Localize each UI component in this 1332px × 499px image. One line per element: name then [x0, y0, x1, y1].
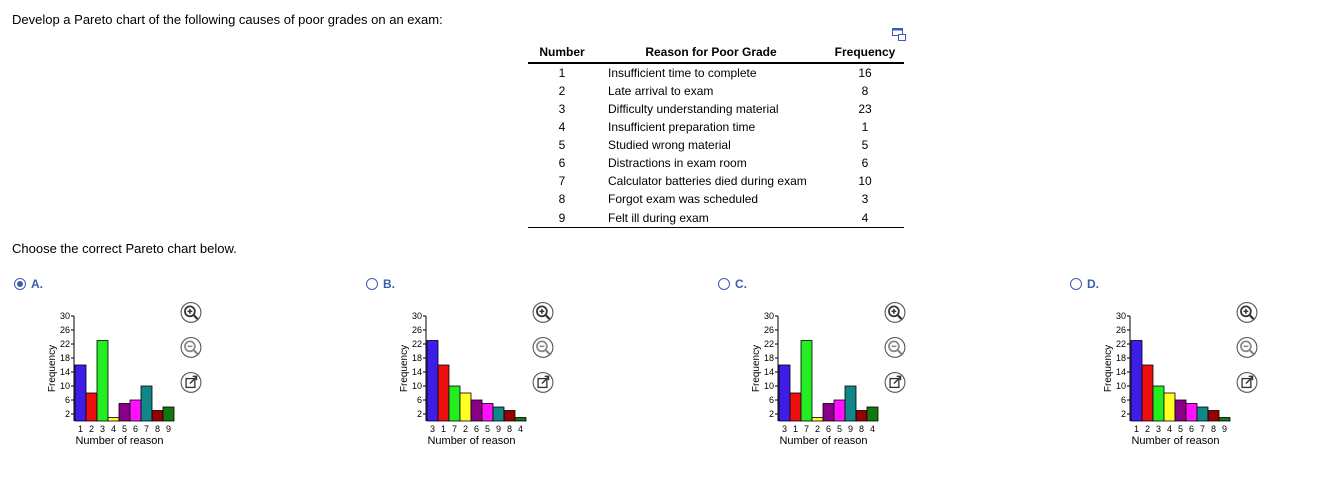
bar-reason-8: [1208, 411, 1219, 422]
x-tick-label: 3: [99, 424, 106, 434]
popout-chart-icon[interactable]: [1236, 372, 1258, 394]
x-tick-label: 5: [1177, 424, 1184, 434]
x-tick-label: 9: [1221, 424, 1228, 434]
x-tick-label: 8: [1210, 424, 1217, 434]
cell-reason: Insufficient time to complete: [608, 66, 757, 80]
x-tick-label: 6: [473, 424, 480, 434]
zoom-in-icon[interactable]: [884, 302, 906, 324]
y-tick-label: 18: [411, 353, 422, 363]
cell-number: 4: [558, 120, 566, 134]
cell-frequency: 5: [861, 138, 869, 152]
x-tick-label: 2: [814, 424, 821, 434]
cell-frequency: 1: [861, 120, 869, 134]
y-tick-label: 6: [1120, 395, 1126, 405]
bar-reason-9: [493, 407, 504, 421]
y-tick-label: 6: [416, 395, 422, 405]
x-tick-label: 8: [506, 424, 513, 434]
option-letter[interactable]: C.: [735, 277, 747, 291]
y-tick-label: 14: [411, 367, 422, 377]
x-tick-label: 6: [1188, 424, 1195, 434]
bar-reason-1: [438, 365, 449, 421]
option-d-radio[interactable]: [1070, 278, 1082, 290]
option-c: [718, 278, 928, 458]
y-tick-label: 6: [768, 395, 774, 405]
y-tick-label: 26: [411, 325, 422, 335]
x-tick-label: 9: [847, 424, 854, 434]
pareto-chart: [380, 308, 532, 458]
cell-number: 3: [558, 102, 566, 116]
x-tick-label: 4: [110, 424, 117, 434]
table-row: [528, 136, 904, 154]
y-axis-label: Frequency: [751, 344, 762, 393]
bar-reason-3: [97, 341, 108, 422]
x-tick-label: 1: [77, 424, 84, 434]
x-tick-label: 5: [121, 424, 128, 434]
x-axis-label: Number of reason: [1131, 435, 1220, 447]
table-row: [528, 172, 904, 190]
bar-reason-6: [130, 400, 141, 421]
option-b: [366, 278, 576, 458]
table-row: [528, 154, 904, 172]
header-frequency: Frequency: [826, 44, 904, 63]
x-tick-label: 5: [484, 424, 491, 434]
option-b-radio[interactable]: [366, 278, 378, 290]
cell-reason: Distractions in exam room: [608, 156, 747, 170]
x-tick-label: 2: [1144, 424, 1151, 434]
x-tick-label: 8: [858, 424, 865, 434]
bar-reason-1: [790, 393, 801, 421]
table-row: [528, 100, 904, 118]
cell-reason: Calculator batteries died during exam: [608, 174, 807, 188]
data-table: [528, 44, 904, 228]
zoom-out-icon[interactable]: [180, 337, 202, 359]
y-tick-label: 6: [64, 395, 70, 405]
option-c-radio[interactable]: [718, 278, 730, 290]
bar-reason-8: [856, 411, 867, 422]
cell-number: 7: [558, 174, 566, 188]
bar-reason-4: [515, 418, 526, 422]
y-tick-label: 2: [64, 409, 70, 419]
popout-chart-icon[interactable]: [532, 372, 554, 394]
pareto-chart: [28, 308, 180, 458]
zoom-out-icon[interactable]: [884, 337, 906, 359]
y-tick-label: 22: [59, 339, 70, 349]
zoom-in-icon[interactable]: [532, 302, 554, 324]
x-tick-label: 8: [154, 424, 161, 434]
option-d: [1070, 278, 1280, 458]
bar-reason-9: [1219, 418, 1230, 422]
y-tick-label: 30: [763, 311, 774, 321]
bar-reason-7: [449, 386, 460, 421]
popout-icon[interactable]: [892, 28, 906, 41]
y-axis-label: Frequency: [399, 344, 410, 393]
y-tick-label: 30: [1115, 311, 1126, 321]
cell-reason: Forgot exam was scheduled: [608, 192, 759, 206]
x-tick-label: 6: [132, 424, 139, 434]
zoom-out-icon[interactable]: [1236, 337, 1258, 359]
pareto-chart: [732, 308, 884, 458]
y-tick-label: 2: [768, 409, 774, 419]
y-tick-label: 26: [763, 325, 774, 335]
popout-chart-icon[interactable]: [884, 372, 906, 394]
cell-frequency: 16: [858, 66, 872, 80]
cell-reason: Difficulty understanding material: [608, 102, 779, 116]
x-tick-label: 2: [88, 424, 95, 434]
header-reason: Reason for Poor Grade: [596, 44, 826, 63]
bar-reason-5: [482, 404, 493, 422]
bar-reason-2: [460, 393, 471, 421]
x-tick-label: 2: [462, 424, 469, 434]
y-axis-label: Frequency: [1103, 344, 1114, 393]
bar-reason-5: [1175, 400, 1186, 421]
bar-reason-6: [1186, 404, 1197, 422]
bar-reason-9: [845, 386, 856, 421]
bar-reason-5: [834, 400, 845, 421]
table-row: [528, 208, 904, 228]
y-tick-label: 26: [1115, 325, 1126, 335]
bar-reason-6: [823, 404, 834, 422]
cell-reason: Late arrival to exam: [608, 84, 714, 98]
bar-reason-4: [1164, 393, 1175, 421]
zoom-in-icon[interactable]: [180, 302, 202, 324]
cell-number: 1: [558, 66, 566, 80]
x-tick-label: 7: [451, 424, 458, 434]
y-tick-label: 14: [59, 367, 70, 377]
x-tick-label: 5: [836, 424, 843, 434]
y-tick-label: 14: [763, 367, 774, 377]
cell-frequency: 3: [861, 192, 869, 206]
option-a: [14, 278, 224, 458]
x-axis-label: Number of reason: [427, 435, 516, 447]
bar-reason-1: [1131, 341, 1142, 422]
cell-number: 6: [558, 156, 566, 170]
cell-frequency: 4: [826, 208, 904, 228]
x-tick-label: 7: [143, 424, 150, 434]
pareto-chart: [1084, 308, 1236, 458]
x-tick-label: 1: [1133, 424, 1140, 434]
table-header-row: [528, 44, 904, 63]
header-number: Number: [528, 44, 596, 63]
y-tick-label: 18: [59, 353, 70, 363]
y-tick-label: 26: [59, 325, 70, 335]
y-axis-label: Frequency: [47, 344, 58, 393]
cell-number: 9: [528, 208, 596, 228]
option-a-radio[interactable]: [14, 278, 26, 290]
prompt-text: Choose the correct Pareto chart below.: [12, 241, 237, 256]
x-axis-label: Number of reason: [75, 435, 164, 447]
x-tick-label: 7: [803, 424, 810, 434]
popout-chart-icon[interactable]: [180, 372, 202, 394]
bar-reason-3: [1153, 386, 1164, 421]
bar-reason-8: [504, 411, 515, 422]
y-tick-label: 18: [763, 353, 774, 363]
x-tick-label: 7: [1199, 424, 1206, 434]
x-tick-label: 3: [781, 424, 788, 434]
bar-reason-3: [779, 365, 790, 421]
cell-frequency: 10: [858, 174, 872, 188]
option-letter[interactable]: D.: [1087, 277, 1099, 291]
bar-reason-3: [427, 341, 438, 422]
table-row: [528, 82, 904, 100]
bar-reason-4: [108, 418, 119, 422]
bar-reason-8: [152, 411, 163, 422]
cell-number: 5: [558, 138, 566, 152]
cell-reason: Insufficient preparation time: [608, 120, 756, 134]
x-tick-label: 4: [1166, 424, 1173, 434]
option-letter[interactable]: A.: [31, 277, 43, 291]
y-tick-label: 30: [411, 311, 422, 321]
x-tick-label: 9: [165, 424, 172, 434]
x-tick-label: 9: [495, 424, 502, 434]
cell-reason: Felt ill during exam: [596, 208, 826, 228]
y-tick-label: 22: [1115, 339, 1126, 349]
y-tick-label: 2: [1120, 409, 1126, 419]
bar-reason-7: [1197, 407, 1208, 421]
bar-reason-2: [1142, 365, 1153, 421]
bar-reason-2: [812, 418, 823, 422]
cell-frequency: 23: [858, 102, 872, 116]
x-tick-label: 3: [429, 424, 436, 434]
x-tick-label: 3: [1155, 424, 1162, 434]
y-tick-label: 22: [411, 339, 422, 349]
zoom-out-icon[interactable]: [532, 337, 554, 359]
bar-reason-2: [86, 393, 97, 421]
bar-reason-7: [801, 341, 812, 422]
y-tick-label: 18: [1115, 353, 1126, 363]
table-row: [528, 63, 904, 82]
bar-reason-1: [75, 365, 86, 421]
bar-reason-7: [141, 386, 152, 421]
y-tick-label: 10: [1115, 381, 1126, 391]
x-tick-label: 4: [517, 424, 524, 434]
cell-number: 2: [558, 84, 566, 98]
bar-reason-4: [867, 407, 878, 421]
x-axis-label: Number of reason: [779, 435, 868, 447]
bar-reason-5: [119, 404, 130, 422]
question-text: Develop a Pareto chart of the following causes of poor grades on an exam:: [12, 12, 443, 27]
x-tick-label: 1: [440, 424, 447, 434]
zoom-in-icon[interactable]: [1236, 302, 1258, 324]
y-tick-label: 10: [763, 381, 774, 391]
cell-number: 8: [558, 192, 566, 206]
y-tick-label: 22: [763, 339, 774, 349]
bar-reason-9: [163, 407, 174, 421]
option-letter[interactable]: B.: [383, 277, 395, 291]
y-tick-label: 14: [1115, 367, 1126, 377]
bar-reason-6: [471, 400, 482, 421]
cell-reason: Studied wrong material: [608, 138, 731, 152]
table-row: [528, 118, 904, 136]
table-row: [528, 190, 904, 208]
x-tick-label: 1: [792, 424, 799, 434]
x-tick-label: 6: [825, 424, 832, 434]
y-tick-label: 10: [59, 381, 70, 391]
y-tick-label: 2: [416, 409, 422, 419]
x-tick-label: 4: [869, 424, 876, 434]
cell-frequency: 6: [861, 156, 869, 170]
cell-frequency: 8: [861, 84, 869, 98]
y-tick-label: 10: [411, 381, 422, 391]
y-tick-label: 30: [59, 311, 70, 321]
